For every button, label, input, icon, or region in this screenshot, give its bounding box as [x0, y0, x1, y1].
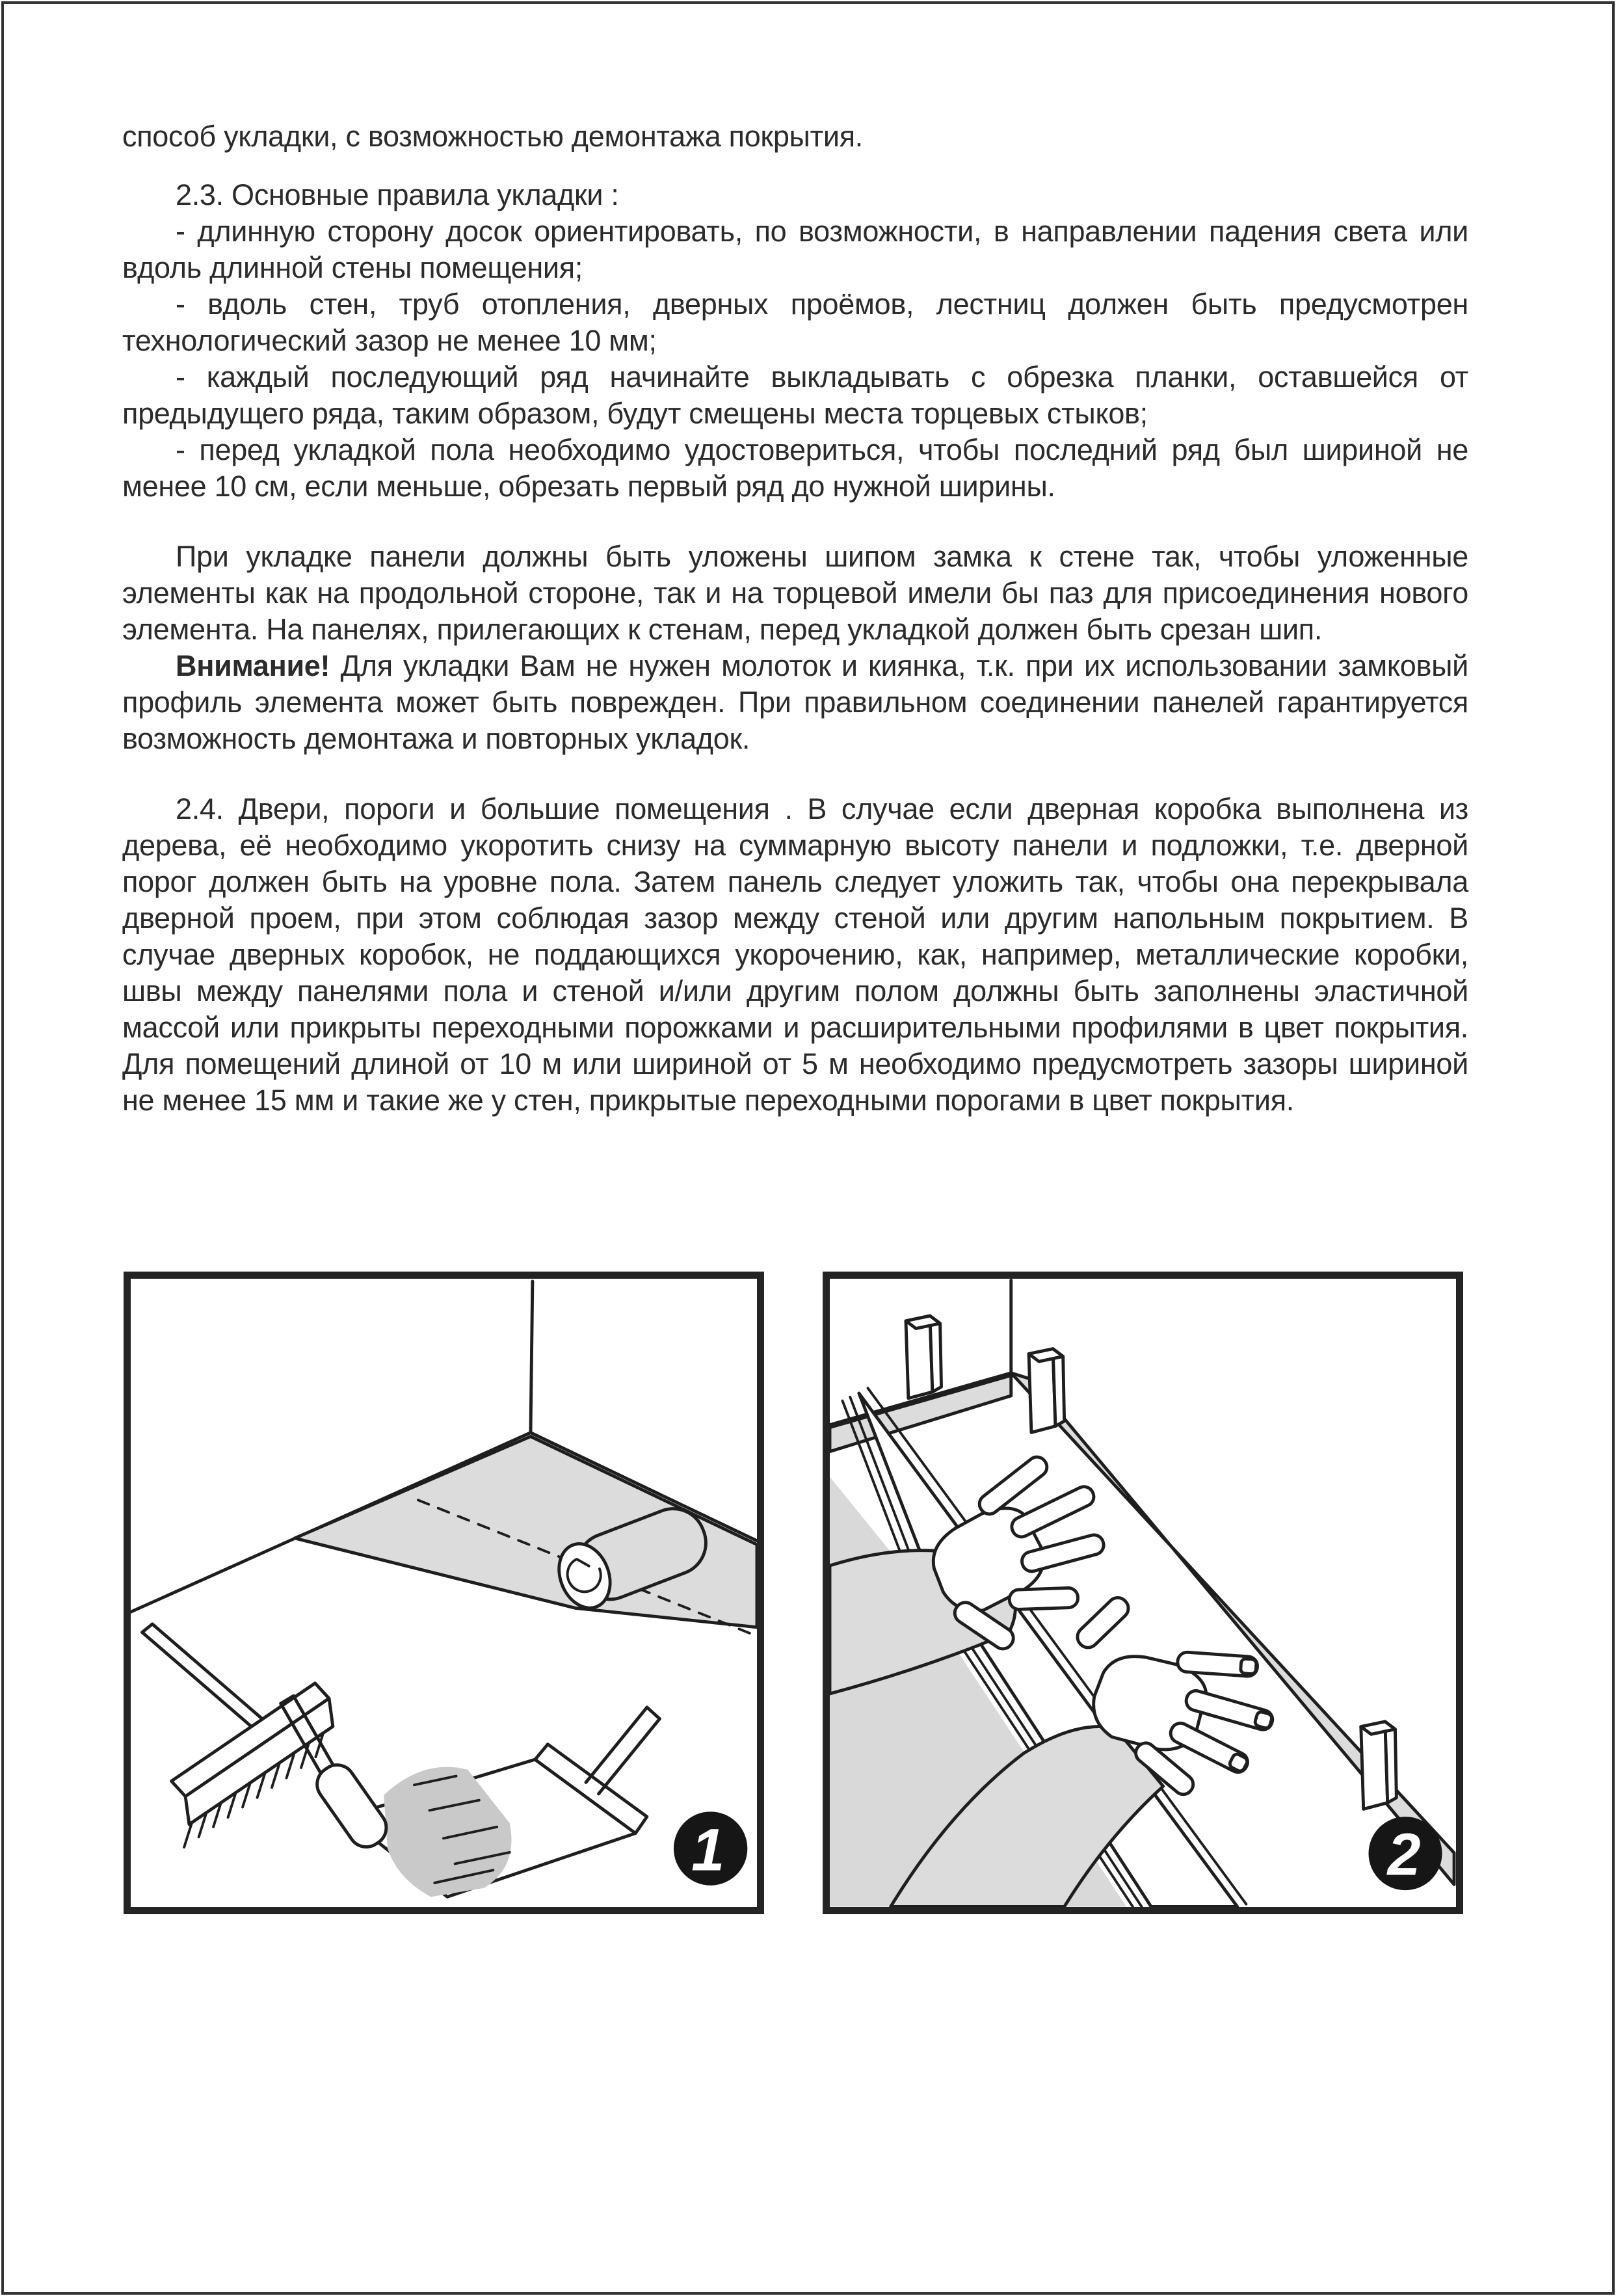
- continuation-paragraph: способ укладки, с возможностью демонтажа покрытия.: [122, 120, 864, 153]
- section-2-3-heading: 2.3. Основные правила укладки :: [176, 178, 619, 211]
- figure-step-2: [823, 1272, 1463, 1914]
- step-2-number: 2: [1387, 1821, 1421, 1888]
- rule-item-1: - длинную сторону досок ориентировать, по возможности, в направлении падения света или вдоль длинной стены помещения;: [122, 215, 1468, 284]
- illustration-clean-floor: [131, 1279, 757, 1907]
- section-2-4-paragraph: 2.4. Двери, пороги и большие помещения . В случае если дверная коробка выполнена из дерева, её необходимо укоротить снизу на суммарную высоту панели и подложки, т.е. дверной порог должен быть на уровне пола. Затем панель следует уложить так, чтобы она перекрывала дверной проем, при этом соблюдая зазор между стеной или другим напольным покрытием. В случае дверных коробок, не поддающихся укорочению, как, например, металлические коробки, швы между панелями пола и стеной и/или другим полом должны быть заполнены эластичной массой или прикрыты переходными порожками и расширительными профилями в цвет покрытия. Для помещений длиной от 10 м или шириной от 5 м необходимо предусмотреть зазоры шириной не менее 15 мм и такие же у стен, прикрытые переходными порогами в цвет покрытия.: [122, 792, 1468, 1117]
- spacer-wedge-icon: [1029, 1349, 1065, 1433]
- warning-label: Внимание!: [176, 649, 330, 682]
- rule-item-2: - вдоль стен, труб отопления, дверных проёмов, лестниц должен быть предусмотрен технологический зазор не менее 10 мм;: [122, 287, 1468, 357]
- step-2-badge: [1368, 1817, 1442, 1890]
- figure-row: [124, 1272, 1463, 1914]
- spacer-wedge-icon: [1361, 1722, 1397, 1809]
- illustration-lay-panel: [830, 1279, 1456, 1907]
- step-1-number: 1: [691, 1817, 725, 1884]
- warning-paragraph: [122, 648, 1468, 757]
- figure-step-1: [124, 1272, 764, 1914]
- warning-text: Для укладки Вам не нужен молоток и киянка, т.к. при их использовании замковый профиль элемента может быть поврежден. При правильном соединении панелей гарантируется возможность демонтажа и повторных укладок.: [122, 649, 1468, 755]
- rule-item-4: - перед укладкой пола необходимо удостовериться, чтобы последний ряд был шириной не менее 10 см, если меньше, обрезать первый ряд до нужной ширины.: [122, 433, 1468, 503]
- push-broom-icon: [142, 1624, 333, 1847]
- laying-paragraph: При укладке панели должны быть уложены шипом замка к стене так, чтобы уложенные элементы как на продольной стороне, так и на торцевой имели бы паз для присоединения нового элемента. На панелях, прилегающих к стенам, перед укладкой должен быть срезан шип.: [122, 540, 1468, 646]
- step-1-badge: [674, 1811, 747, 1885]
- spacer-wedge-icon: [906, 1316, 942, 1398]
- manual-text: [122, 118, 1468, 1119]
- rule-item-3: - каждый последующий ряд начинайте выкладывать с обрезка планки, оставшейся от предыдущего ряда, таким образом, будут смещены места торцевых стыков;: [122, 360, 1468, 430]
